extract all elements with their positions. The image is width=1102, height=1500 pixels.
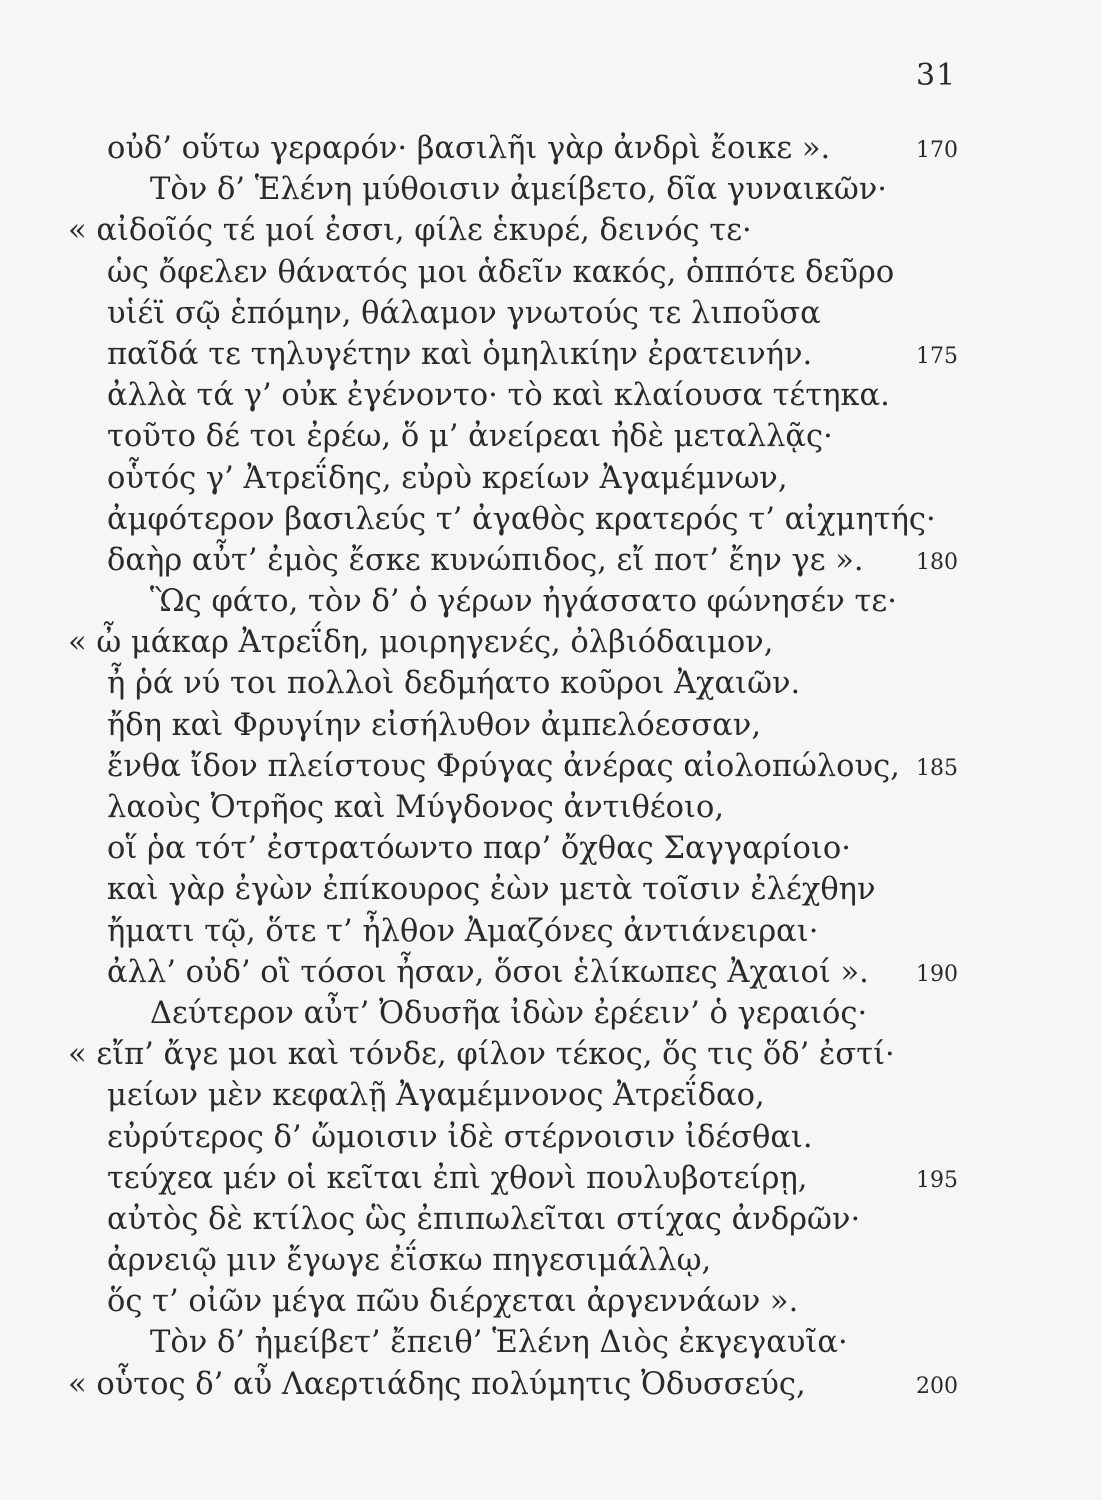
verse-text: ἤματι τῷ, ὅτε τ’ ἦλθον Ἀμαζόνες ἀντιάνειραι· bbox=[107, 913, 819, 949]
verse-text: ὡς ὄφελεν θάνατός μοι ἁδεῖν κακός, ὁππότε δεῦρο bbox=[107, 254, 895, 290]
verse-list bbox=[0, 128, 1102, 1405]
verse-text: Τὸν δ’ ἠμείβετ’ ἔπειθ’ Ἑλένη Διὸς ἐκγεγαυῖα· bbox=[150, 1325, 848, 1361]
verse-line bbox=[0, 210, 1102, 251]
verse-text: ἀλλὰ τά γ’ οὐκ ἐγένοντο· τὸ καὶ κλαίουσα τέτηκα. bbox=[107, 378, 890, 414]
verse-line bbox=[0, 1281, 1102, 1322]
line-number: 200 bbox=[916, 1373, 958, 1399]
verse-text: « οὗτος δ’ αὖ Λαερτιάδης πολύμητις Ὀδυσσεύς, bbox=[68, 1366, 806, 1402]
verse-text: ἀρνειῷ μιν ἔγωγε ἐΐσκω πηγεσιμάλλῳ, bbox=[107, 1243, 712, 1279]
verse-line bbox=[0, 869, 1102, 910]
verse-text: εὐρύτερος δ’ ὤμοισιν ἰδὲ στέρνοισιν ἰδέσθαι. bbox=[107, 1119, 813, 1155]
verse-line bbox=[0, 169, 1102, 210]
verse-line bbox=[0, 911, 1102, 952]
verse-line bbox=[0, 1240, 1102, 1281]
verse-text: μείων μὲν κεφαλῇ Ἀγαμέμνονος Ἀτρεΐδαο, bbox=[107, 1078, 765, 1114]
verse-text: αὐτὸς δὲ κτίλος ὣς ἐπιπωλεῖται στίχας ἀνδρῶν· bbox=[107, 1201, 861, 1237]
line-number: 195 bbox=[916, 1167, 958, 1193]
verse-text: υἱέϊ σῷ ἑπόμην, θάλαμον γνωτούς τε λιποῦσα bbox=[107, 295, 821, 331]
verse-line bbox=[0, 663, 1102, 704]
verse-line bbox=[0, 1322, 1102, 1363]
verse-text: ὅς τ’ οἰῶν μέγα πῶυ διέρχεται ἀργεννάων ». bbox=[107, 1284, 799, 1320]
line-number: 185 bbox=[916, 755, 958, 781]
verse-text: Δεύτερον αὖτ’ Ὀδυσῆα ἰδὼν ἐρέειν’ ὁ γεραιός· bbox=[150, 995, 868, 1031]
verse-line bbox=[0, 581, 1102, 622]
verse-line bbox=[0, 787, 1102, 828]
verse-text: οὗτός γ’ Ἀτρεΐδης, εὐρὺ κρείων Ἀγαμέμνων, bbox=[107, 460, 788, 496]
verse-line bbox=[0, 1364, 1102, 1405]
verse-text: δαὴρ αὖτ’ ἐμὸς ἔσκε κυνώπιδος, εἴ ποτ’ ἔην γε ». bbox=[107, 542, 864, 578]
verse-line bbox=[0, 746, 1102, 787]
verse-line bbox=[0, 952, 1102, 993]
verse-text: τοῦτο δέ τοι ἐρέω, ὅ μ’ ἀνείρεαι ἠδὲ μεταλλᾷς· bbox=[107, 419, 833, 455]
verse-text: « ὦ μάκαρ Ἀτρεΐδη, μοιρηγενές, ὀλβιόδαιμον, bbox=[68, 625, 774, 661]
verse-text: ἔνθα ἴδον πλείστους Φρύγας ἀνέρας αἰολοπώλους, bbox=[107, 748, 900, 784]
verse-line bbox=[0, 622, 1102, 663]
verse-line bbox=[0, 128, 1102, 169]
verse-line bbox=[0, 1199, 1102, 1240]
verse-text: ἀλλ’ οὐδ’ οἳ τόσοι ἦσαν, ὅσοι ἑλίκωπες Ἀχαιοί ». bbox=[107, 954, 869, 990]
verse-line bbox=[0, 993, 1102, 1034]
verse-text: οἵ ῥα τότ’ ἐστρατόωντο παρ’ ὄχθας Σαγγαρίοιο· bbox=[107, 831, 851, 867]
verse-text: λαοὺς Ὀτρῆος καὶ Μύγδονος ἀντιθέοιο, bbox=[107, 790, 725, 825]
line-number: 190 bbox=[916, 961, 958, 987]
verse-text: παῖδά τε τηλυγέτην καὶ ὁμηλικίην ἐρατεινήν. bbox=[107, 336, 813, 372]
verse-text: οὐδ’ οὕτω γεραρόν· βασιλῆι γὰρ ἀνδρὶ ἔοικε ». bbox=[107, 131, 831, 166]
verse-line bbox=[0, 540, 1102, 581]
verse-line bbox=[0, 334, 1102, 375]
verse-line bbox=[0, 1075, 1102, 1116]
verse-line bbox=[0, 458, 1102, 499]
verse-text: « εἴπ’ ἄγε μοι καὶ τόνδε, φίλον τέκος, ὅς τις ὅδ’ ἐστί· bbox=[68, 1037, 895, 1073]
verse-line bbox=[0, 1034, 1102, 1075]
verse-line bbox=[0, 705, 1102, 746]
verse-line bbox=[0, 1158, 1102, 1199]
verse-text: ἦ ῥά νύ τοι πολλοὶ δεδμήατο κοῦροι Ἀχαιῶν. bbox=[107, 666, 801, 702]
verse-line bbox=[0, 1117, 1102, 1158]
verse-text: καὶ γὰρ ἐγὼν ἐπίκουρος ἐὼν μετὰ τοῖσιν ἐλέχθην bbox=[107, 872, 876, 908]
verse-text: Ὣς φάτο, τὸν δ’ ὁ γέρων ἠγάσσατο φώνησέν τε· bbox=[150, 584, 897, 620]
line-number: 175 bbox=[916, 343, 958, 369]
verse-text: « αἰδοῖός τέ μοί ἐσσι, φίλε ἑκυρέ, δεινός τε· bbox=[68, 213, 752, 249]
verse-text: Τὸν δ’ Ἑλένη μύθοισιν ἀμείβετο, δῖα γυναικῶν· bbox=[150, 172, 887, 208]
verse-line bbox=[0, 293, 1102, 334]
verse-line bbox=[0, 828, 1102, 869]
verse-line bbox=[0, 416, 1102, 457]
verse-text: ἀμφότερον βασιλεύς τ’ ἀγαθὸς κρατερός τ’ αἰχμητής· bbox=[107, 501, 936, 537]
verse-line bbox=[0, 252, 1102, 293]
line-number: 170 bbox=[916, 138, 958, 163]
verse-text: τεύχεα μέν οἱ κεῖται ἐπὶ χθονὶ πουλυβοτείρῃ, bbox=[107, 1160, 808, 1196]
line-number: 180 bbox=[916, 549, 958, 575]
page-number: 31 bbox=[916, 58, 957, 93]
verse-line bbox=[0, 499, 1102, 540]
verse-text: ἤδη καὶ Φρυγίην εἰσήλυθον ἀμπελόεσσαν, bbox=[107, 707, 762, 743]
verse-line bbox=[0, 375, 1102, 416]
